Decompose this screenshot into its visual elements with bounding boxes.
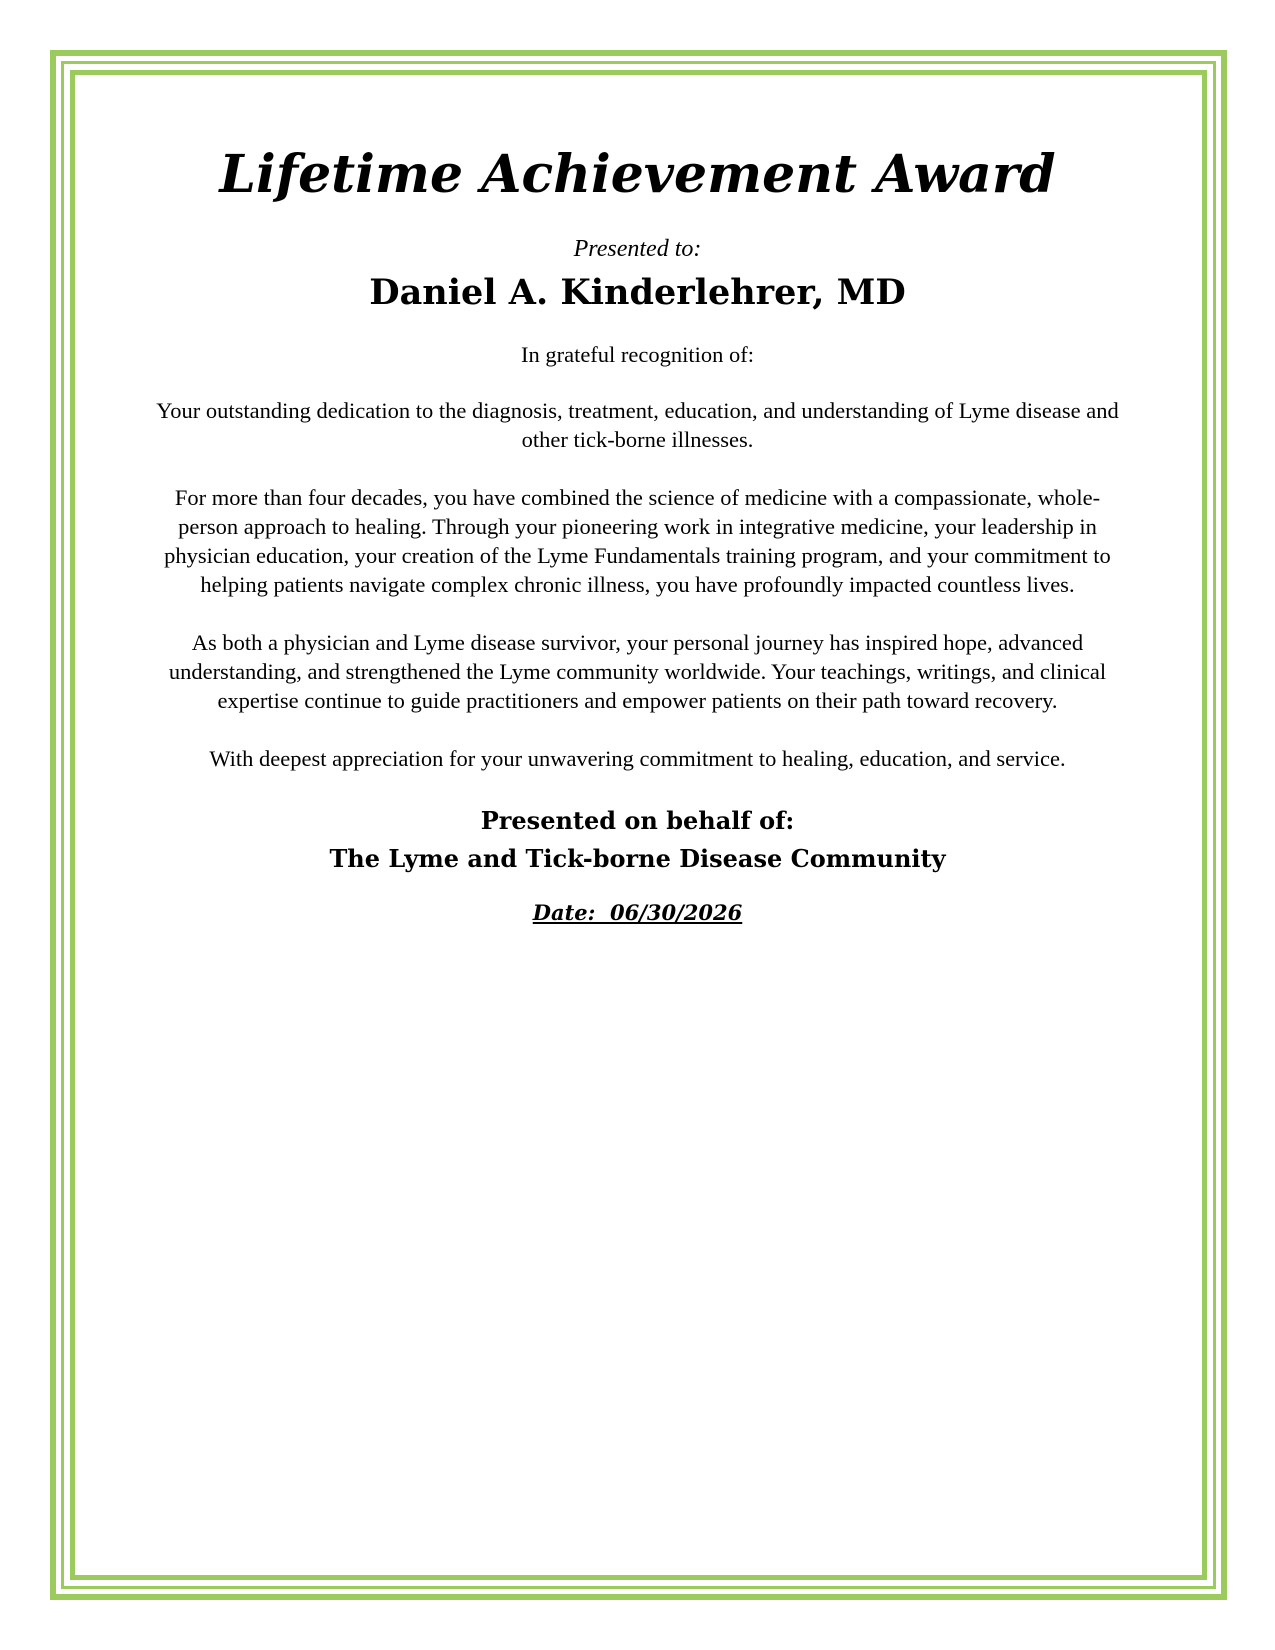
recognition-paragraph: Your outstanding dedication to the diagnosis, treatment, education, and understanding of Lyme disease and other tick-borne illnesses. [156, 398, 1119, 452]
behalf-block [150, 802, 1125, 878]
behalf-organization: The Lyme and Tick-borne Disease Community [329, 844, 946, 873]
recognition-paragraph: As both a physician and Lyme disease survivor, your personal journey has inspired hope, advanced understanding, and strengthened the Lyme community worldwide. Your teachings, writings, and clinical expertise continue to guide practitioners and empower patients on their path toward recovery. [168, 630, 1107, 713]
presented-to-label: Presented to: [573, 236, 702, 262]
date-line [150, 898, 1125, 928]
certificate-content [150, 140, 1125, 928]
recognition-intro: In grateful recognition of: [520, 342, 755, 367]
date-text: Date: 06/30/2026 [532, 900, 743, 925]
recipient-name: Daniel A. Kinderlehrer, MD [369, 272, 906, 313]
recognition-paragraph: With deepest appreciation for your unwavering commitment to healing, education, and service. [209, 746, 1066, 771]
recognition-paragraph: For more than four decades, you have combined the science of medicine with a compassionate, whole-person approach to healing. Through your pioneering work in integrative medicine, your leadership in physician education, your creation of the Lyme Fundamentals training program, and your commitment to helping patients navigate complex chronic illness, you have profoundly impacted countless lives. [164, 485, 1111, 597]
behalf-label: Presented on behalf of: [480, 806, 795, 835]
award-title: Lifetime Achievement Award [219, 144, 1056, 205]
